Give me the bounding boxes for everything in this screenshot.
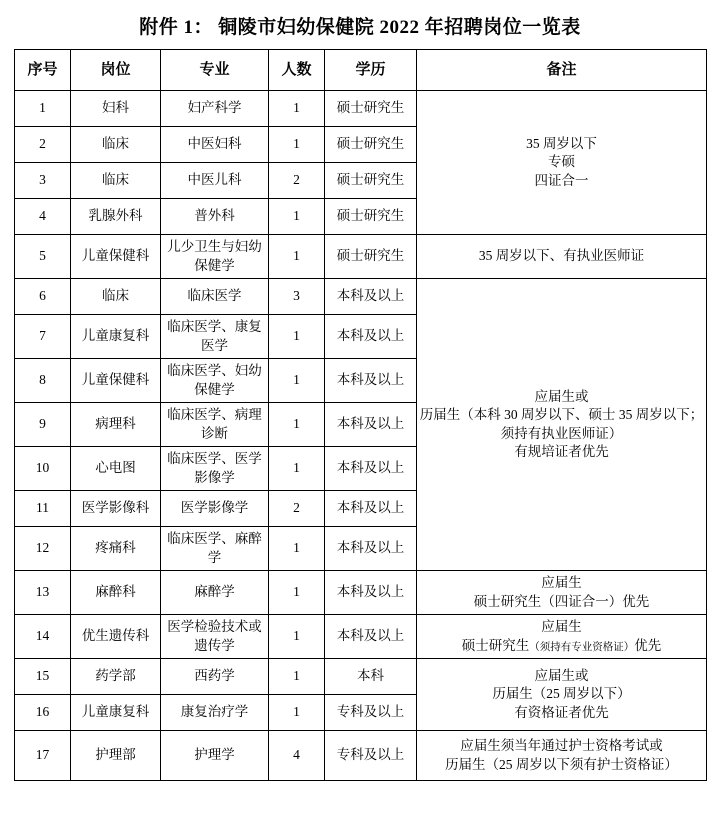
note-line-1: 应届生 (541, 575, 582, 591)
note-line-2 (419, 637, 704, 655)
cell-post: 临床 (71, 163, 161, 199)
column-header-no: 序号 (15, 50, 71, 91)
cell-major: 临床医学 (161, 279, 269, 315)
cell-note-group-1 (417, 91, 707, 235)
note-line-1: 应届生或 (534, 389, 589, 405)
cell-major: 医学影像学 (161, 491, 269, 527)
cell-note-row-17 (417, 731, 707, 781)
cell-major: 临床医学、妇幼保健学 (161, 359, 269, 403)
cell-edu: 硕士研究生 (325, 199, 417, 235)
cell-no: 1 (15, 91, 71, 127)
cell-count: 1 (269, 91, 325, 127)
cell-no: 7 (15, 315, 71, 359)
cell-no: 2 (15, 127, 71, 163)
cell-major: 临床医学、麻醉学 (161, 527, 269, 571)
cell-post: 儿童保健科 (71, 235, 161, 279)
note-line-3: 四证合一 (534, 172, 589, 188)
table-row (15, 279, 707, 315)
page-title: 附件 1： 铜陵市妇幼保健院 2022 年招聘岗位一览表 (139, 17, 581, 38)
note-line-1: 应届生须当年通过护士资格考试或 (460, 738, 663, 754)
cell-major: 康复治疗学 (161, 695, 269, 731)
table-row (15, 615, 707, 659)
cell-post: 药学部 (71, 659, 161, 695)
cell-edu: 本科及以上 (325, 279, 417, 315)
cell-post: 临床 (71, 127, 161, 163)
cell-major: 儿少卫生与妇幼保健学 (161, 235, 269, 279)
cell-count: 1 (269, 571, 325, 615)
cell-edu: 专科及以上 (325, 731, 417, 781)
cell-edu: 本科 (325, 659, 417, 695)
cell-count: 1 (269, 235, 325, 279)
note-line-2: 硕士研究生（四证合一）优先 (473, 593, 650, 609)
note-text-b: （须持有专业资格证） (529, 641, 635, 653)
cell-post: 临床 (71, 279, 161, 315)
cell-edu: 硕士研究生 (325, 235, 417, 279)
cell-major: 中医儿科 (161, 163, 269, 199)
cell-post: 护理部 (71, 731, 161, 781)
cell-count: 1 (269, 447, 325, 491)
column-header-count: 人数 (269, 50, 325, 91)
cell-major: 临床医学、医学影像学 (161, 447, 269, 491)
cell-no: 12 (15, 527, 71, 571)
cell-edu: 本科及以上 (325, 403, 417, 447)
cell-post: 医学影像科 (71, 491, 161, 527)
note-line-2: 专硕 (548, 154, 575, 170)
note-line-3: 有资格证者优先 (514, 704, 609, 720)
recruitment-table (14, 49, 707, 781)
table-row (15, 91, 707, 127)
note-text-a: 硕士研究生 (461, 637, 530, 653)
table-row (15, 659, 707, 695)
cell-edu: 本科及以上 (325, 615, 417, 659)
column-header-post: 岗位 (71, 50, 161, 91)
cell-edu: 本科及以上 (325, 571, 417, 615)
cell-count: 2 (269, 491, 325, 527)
note-line-2: 历届生（本科 30 周岁以下、硕士 35 周岁以下；须持有执业医师证） (419, 407, 704, 441)
cell-note-group-15-16 (417, 659, 707, 731)
cell-edu: 硕士研究生 (325, 163, 417, 199)
table-header-row (15, 50, 707, 91)
cell-post: 妇科 (71, 91, 161, 127)
note-line-1: 应届生或 (534, 668, 589, 684)
cell-major: 普外科 (161, 199, 269, 235)
cell-no: 6 (15, 279, 71, 315)
cell-no: 16 (15, 695, 71, 731)
cell-major: 医学检验技术或遗传学 (161, 615, 269, 659)
cell-edu: 硕士研究生 (325, 91, 417, 127)
cell-no: 8 (15, 359, 71, 403)
cell-major: 临床医学、病理诊断 (161, 403, 269, 447)
cell-major: 麻醉学 (161, 571, 269, 615)
cell-no: 17 (15, 731, 71, 781)
cell-no: 15 (15, 659, 71, 695)
cell-count: 1 (269, 615, 325, 659)
cell-post: 乳腺外科 (71, 199, 161, 235)
table-row (15, 235, 707, 279)
cell-edu: 本科及以上 (325, 491, 417, 527)
cell-major: 妇产科学 (161, 91, 269, 127)
cell-count: 1 (269, 527, 325, 571)
cell-no: 9 (15, 403, 71, 447)
cell-edu: 本科及以上 (325, 447, 417, 491)
column-header-edu: 学历 (325, 50, 417, 91)
cell-edu: 硕士研究生 (325, 127, 417, 163)
note-line-3: 有规培证者优先 (514, 443, 609, 459)
cell-no: 11 (15, 491, 71, 527)
cell-post: 儿童保健科 (71, 359, 161, 403)
table-row (15, 571, 707, 615)
cell-no: 5 (15, 235, 71, 279)
column-header-note: 备注 (417, 50, 707, 91)
cell-count: 2 (269, 163, 325, 199)
cell-no: 10 (15, 447, 71, 491)
column-header-major: 专业 (161, 50, 269, 91)
note-line-2: 历届生（25 周岁以下须有护士资格证） (445, 756, 678, 772)
cell-post: 疼痛科 (71, 527, 161, 571)
note-line-1: 35 周岁以下 (526, 136, 597, 152)
cell-note-group-3 (417, 279, 707, 571)
cell-no: 4 (15, 199, 71, 235)
cell-edu: 本科及以上 (325, 527, 417, 571)
cell-post: 儿童康复科 (71, 695, 161, 731)
cell-post: 优生遗传科 (71, 615, 161, 659)
cell-edu: 本科及以上 (325, 315, 417, 359)
cell-post: 病理科 (71, 403, 161, 447)
cell-edu: 专科及以上 (325, 695, 417, 731)
cell-no: 13 (15, 571, 71, 615)
note-line-1: 应届生 (541, 619, 582, 635)
note-line-2: 历届生（25 周岁以下） (492, 686, 631, 702)
table-row (15, 731, 707, 781)
cell-post: 麻醉科 (71, 571, 161, 615)
cell-note-row-5: 35 周岁以下、有执业医师证 (417, 235, 707, 279)
cell-major: 护理学 (161, 731, 269, 781)
note-text-c: 优先 (634, 637, 662, 653)
cell-count: 1 (269, 659, 325, 695)
cell-count: 1 (269, 403, 325, 447)
cell-major: 西药学 (161, 659, 269, 695)
cell-count: 1 (269, 199, 325, 235)
cell-count: 1 (269, 315, 325, 359)
cell-post: 心电图 (71, 447, 161, 491)
cell-count: 3 (269, 279, 325, 315)
cell-post: 儿童康复科 (71, 315, 161, 359)
cell-edu: 本科及以上 (325, 359, 417, 403)
cell-no: 3 (15, 163, 71, 199)
cell-count: 1 (269, 359, 325, 403)
cell-count: 1 (269, 695, 325, 731)
cell-major: 临床医学、康复医学 (161, 315, 269, 359)
cell-note-row-13 (417, 571, 707, 615)
cell-count: 4 (269, 731, 325, 781)
cell-no: 14 (15, 615, 71, 659)
cell-count: 1 (269, 127, 325, 163)
cell-major: 中医妇科 (161, 127, 269, 163)
cell-note-row-14 (417, 615, 707, 659)
